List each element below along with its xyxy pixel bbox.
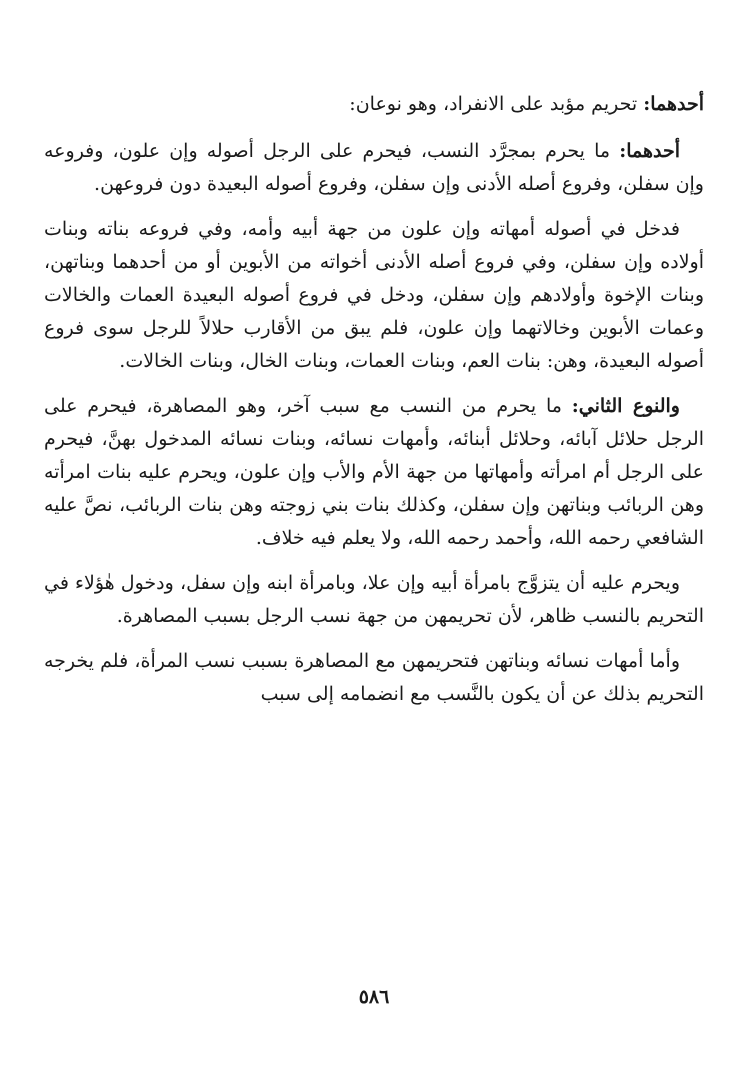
paragraph-5-text: ويحرم عليه أن يتزوَّج بامرأة أبيه وإن علا، وبامرأة ابنه وإن سفل، ودخول هٰؤلاء في التحريم بالنسب ظاهر، لأن تحريمهن من جهة نسب الرجل بسبب المصاهرة.	[44, 572, 704, 627]
paragraph-1-lead: أحدهما:	[643, 93, 704, 115]
page-number: ٥٨٦	[358, 986, 390, 1008]
paragraph-6-text: وأما أمهات نسائه وبناتهن فتحريمهن مع المصاهرة بسبب نسب المرأة، فلم يخرجه التحريم بذلك عن أن يكون بالنَّسب مع انضمامه إلى سبب	[44, 650, 704, 705]
paragraph-1	[44, 88, 704, 121]
paragraph-1-text: تحريم مؤبد على الانفراد، وهو نوعان:	[349, 93, 644, 115]
paragraph-3	[44, 213, 704, 378]
paragraph-4	[44, 390, 704, 555]
paragraph-2-text: ما يحرم بمجرَّد النسب، فيحرم على الرجل أصوله وإن علون، وفروعه وإن سفلن، وفروع أصله الأدنى وإن سفلن، وفروع أصوله البعيدة دون فروعهن.	[44, 140, 704, 195]
paragraph-6	[44, 645, 704, 711]
paragraph-2	[44, 135, 704, 201]
paragraph-4-lead: والنوع الثاني:	[571, 395, 680, 417]
paragraph-2-lead: أحدهما:	[619, 140, 680, 162]
paragraph-4-text: ما يحرم من النسب مع سبب آخر، وهو المصاهرة، فيحرم على الرجل حلائل آبائه، وحلائل أبنائه، وأمهات نسائه، وبنات نسائه المدخول بهنَّ، فيحرم على الرجل أم امرأته وأمهاتها من جهة الأم والأب وإن علون، ويحرم عليه بنات امرأته وهن الربائب وبناتهن وإن سفلن، وكذلك بنات بني زوجته وهن بنات الربائب، نصَّ عليه الشافعي رحمه الله، وأحمد رحمه الله، ولا يعلم فيه خلاف.	[44, 395, 704, 549]
page-body	[44, 88, 704, 723]
paragraph-3-text: فدخل في أصوله أمهاته وإن علون من جهة أبيه وأمه، وفي فروعه بناته وبنات أولاده وإن سفلن، وفي فروع أصله الأدنى أخواته من الأبوين أو من أحدهما وبناتهن، وبنات الإخوة وأولادهم وإن سفلن، ودخل في فروع أصوله البعيدة العمات والخالات وعمات الأبوين وخالاتهما وإن علون، فلم يبق من الأقارب حلالاً للرجل سوى فروع أصوله البعيدة، وهن: بنات العم، وبنات العمات، وبنات الخال، وبنات الخالات.	[44, 218, 704, 372]
paragraph-5	[44, 567, 704, 633]
